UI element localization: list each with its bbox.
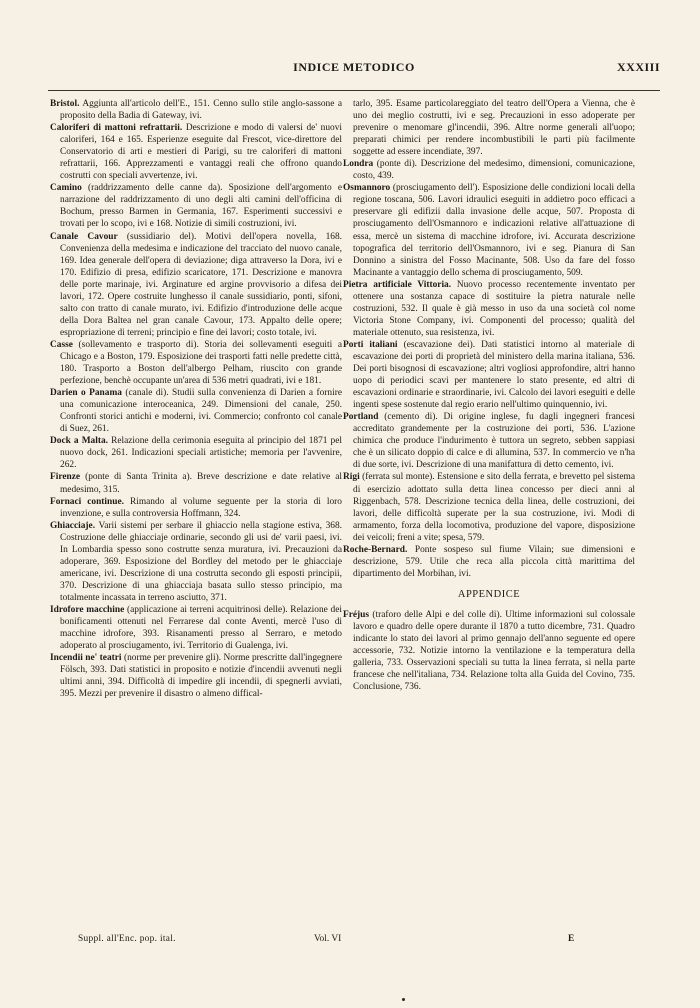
entry-text: Varii sistemi per serbare il ghiaccio nella stagione estiva, 368. Costruzione delle ghiacciaje ordinarie, secondo gli usi de' varii paesi, ivi. In Lombardia spesso sono costrutte senza muratura, ivi. Precauzioni da adoperare, 369. Esposizione del Bordley del metodo per le ghiacciaje americane, ivi. Descrizione di una costrutta secondo gli esposti principii, 370. Descrizione di una ghiacciaja basata sullo stesso principio, ma totalmente incassata in terreno asciutto, 371.	[60, 520, 342, 603]
entry-term: Rigi	[343, 472, 360, 483]
page-number: XXXIII	[616, 60, 660, 74]
entry-text: Ponte sospeso sul fiume Vilain; sue dimensioni e descrizione, 579. Utile che reca alla piccola città marittima del dipartimento del Morbihan, ivi.	[353, 544, 635, 579]
entry-term: Ghiacciaje.	[50, 520, 96, 531]
left-column	[50, 98, 342, 700]
index-entry	[343, 182, 635, 278]
entry-text: (escavazione dei). Dati statistici intorno al materiale di escavazione dei porti di proprietà del ministero della marina italiana, 536. Dei porti bisognosi di escavazione; altri vogliosi approfondire, altri hanno uopo di periodici scavi per mantenere lo stato presente, ed altri di escavazioni ordinarie e straordinarie, ivi. Calcolo dei lavori eseguiti e delle ingenti spese sostenute dal regio erario nell'ultimo quinquennio, ivi.	[353, 339, 635, 411]
index-entry	[50, 98, 342, 122]
index-entry	[50, 182, 342, 230]
entry-text: Descrizione e modo di valersi de' nuovi caloriferi, 164 e 165. Esperienze eseguite dal Frescot, vice-direttore del Conservatorio di arti e mestieri di Parigi, su tre caloriferi di mattoni refrattarii, 166. Apprezzamenti e vantaggi reali che offrono quando costrutti con speciali avvertenze, ivi.	[60, 123, 342, 182]
right-column	[343, 98, 635, 693]
index-entry	[50, 122, 342, 182]
entry-text: (applicazione ai terreni acquitrinosi delle). Relazione dei bonificamenti ottenuti nel Ferrarese dal conte Aventi, mercè l'uso di macchine idrofore, 393. Risanamenti presso al Serraro, e metodo adoperato al prosciugamento, ivi. Territorio di Gualenga, ivi.	[60, 604, 342, 652]
entry-term: Roche-Bernard.	[343, 544, 408, 555]
index-entry	[50, 520, 342, 604]
header-rule	[48, 90, 660, 91]
entry-text: tarlo, 395. Esame particolareggiato del teatro dell'Opera a Vienna, che è uno dei meglio costrutti, ivi e seg. Precauzioni in esso adoperate per prevenire o menomare gl'incendii, 396. Altre norme generali all'uopo; preparati chimici per rendere incombustibili le parti più facilmente soggette ad essere incendiate, 397.	[353, 99, 635, 158]
entry-text: (sussidiario del). Motivi dell'opera novella, 168. Convenienza della medesima e indicazione del tracciato del nuovo canale, 169. Idea generale dell'opera di deviazione; diga attraverso la Dora, ivi e 170. Edifizio di presa, edifizio scaricatore, 171. Descrizione e manovra delle porte marinaje, ivi. Arginature ed argine provvisorio a difesa dei lavori, 172. Opere costruite lunghesso il canale sussidiario, ponti, sifoni, salto con tratto di canale murato, ivi. Edifizio d'introduzione delle acque della Dora Baltea nel gran canale Cavour, 173. Appalto delle opere; espropriazione di terreni; principio e fine dei lavori; costo totale, ivi.	[60, 231, 342, 338]
page-title: INDICE METODICO	[293, 60, 415, 74]
entry-term: Londra	[343, 159, 374, 170]
entry-term: Pietra artificiale Vittoria.	[343, 279, 452, 290]
entry-term: Incendii ne' teatri	[50, 653, 122, 664]
entry-text: (prosciugamento dell'). Esposizione delle condizioni locali della regione toscana, 506. Lavori idraulici eseguiti in addietro poco efficaci a preservare gli edifizii dalla invasione delle acque, 507. Proposta di prosciugamento dell'Osmannoro e indicazioni relative all'attuazione di essa, mercè un sistema di macchine idrofore, ivi. Accurata descrizione topografica del territorio dell'Osmannoro, ivi e seg. Pianura di San Donnino a sinistra del Fosso Macinante, 508. Uso da fare del fosso Macinante a vantaggio dello schema di prosciugamento, 509.	[353, 183, 635, 278]
entry-term: Bristol.	[50, 99, 80, 109]
entry-term: Camino	[50, 183, 82, 194]
printer-mark	[402, 998, 405, 1001]
index-entry	[343, 98, 635, 158]
index-entry	[343, 544, 635, 580]
entry-term: Fornaci continue.	[50, 496, 124, 507]
index-entry	[50, 339, 342, 387]
footer-signature: E	[568, 934, 575, 944]
index-entry	[343, 609, 635, 693]
entry-text: (ponte di Santa Trinita a). Breve descrizione e date relative al medesimo, 315.	[60, 472, 342, 495]
entry-term: Porti italiani	[343, 339, 398, 350]
entry-text: (traforo delle Alpi e del colle di). Ultime informazioni sul colossale lavoro e quadro delle opere durante il 1870 a tutto dicembre, 731. Quadro indicante lo stato dei lavori al primo gennajo dell'anno seguente ed opere accessorie, 732. Notizie intorno la ventilazione e la temperatura della galleria, 733. Osservazioni speciali su tutta la linea ferrata, sì nella parte francese che nell'italiana, 734. Relazione tolta alla Guida del Covino, 735. Conclusione, 736.	[353, 609, 635, 693]
footer-volume: Vol. VI	[314, 934, 342, 944]
entry-term: Idrofore macchine	[50, 604, 125, 615]
entry-text: (raddrizzamento delle canne da). Sposizione dell'argomento e narrazione del raddrizzamento di uno degli alti camini dell'officina di Bochum, presso Barmen in Germania, 167. Esperimenti successivi e trovati per lo scopo, ivi e 168. Notizie di simili costruzioni, ivi.	[60, 183, 342, 230]
index-entry	[343, 471, 635, 543]
entry-text: (canale di). Studii sulla convenienza di Darien a fornire una comunicazione interoceanica, 249. Dimensioni del canale, 250. Confronti storici antichi e moderni, ivi. Commercio; confronto col canale di Suez, 261.	[60, 388, 342, 435]
entry-text: Relazione della cerimonia eseguita al principio del 1871 pel nuovo dock, 261. Indicazioni speciali artistiche; memoria per l'avvenire, 262.	[60, 436, 342, 471]
page-header	[48, 60, 660, 80]
index-entry	[50, 231, 342, 339]
appendix-title: APPENDICE	[457, 588, 521, 600]
entry-term: Darien o Panama	[50, 388, 122, 399]
entry-term: Firenze	[50, 472, 81, 483]
index-entry	[343, 411, 635, 471]
entry-text: Rimando al volume seguente per la storia di loro invenzione, e sulla controversia Hoffmann, 324.	[60, 496, 342, 519]
entry-text: Nuovo processo recentemente inventato per ottenere una sostanza capace di sostituire la pietra naturale nelle costruzioni, 532. Il quale è già messo in uso da una società col nome Victoria Stone Company, ivi. Componenti del processo; qualità del materiale ottenuto, sua resistenza, ivi.	[353, 279, 635, 338]
entry-text: (cemento di). Di origine inglese, fu dagli ingegneri francesi accreditato grandemente per la costruzione dei porti, 536. L'azione chimica che produce l'indurimento è tuttora un segreto, sebben sappiasi che è un silicato doppio di calce e di allumina, 537. In commercio ve n'ha di due sorte, ivi. Descrizione di una manifattura di detto cemento, ivi.	[353, 412, 635, 471]
index-entry	[50, 652, 342, 700]
entry-text: Aggiunta all'articolo dell'E., 151. Cenno sullo stile anglo-sassone a proposito della Badia di Gateway, ivi.	[60, 99, 342, 122]
entry-term: Portland	[343, 412, 379, 423]
entry-term: Dock a Malta.	[50, 436, 108, 447]
index-entry	[50, 435, 342, 471]
entry-term: Fréjus	[343, 609, 370, 620]
entry-text: (ponte di). Descrizione del medesimo, dimensioni, comunicazione, costo, 439.	[353, 159, 635, 182]
index-entry	[50, 387, 342, 435]
entry-text: (ferrata sul monte). Estensione e sito della ferrata, e brevetto pel sistema di esercizio adottato sulla detta linea concesso per dieci anni al Riggenbach, 578. Descrizione tecnica della linea, delle costruzioni, dei lavori, delle difficoltà superate per la sua costruzione, ivi. Modi di armamento, forza della locomotiva, produzione del vapore, disposizione dei veicoli; freni a vite; spesa, 579.	[353, 472, 635, 543]
entry-text: (norme per prevenire gli). Norme prescritte dall'ingegnere Fölsch, 393. Dati statistici in proposito e notizie d'incendii avvenuti negli ultimi anni, 394. Difficoltà di impedire gli incendii, di spegnerli avviati, 395. Mezzi per prevenire il disastro o almeno diffical-	[60, 653, 342, 700]
footer-publication: Suppl. all'Enc. pop. ital.	[78, 934, 176, 944]
index-entry	[343, 279, 635, 339]
page-footer	[78, 934, 660, 948]
entry-term: Casse	[50, 339, 73, 350]
index-entry	[343, 339, 635, 411]
entry-text: (sollevamento e trasporto di). Storia dei sollevamenti eseguiti a Chicago e a Boston, 179. Esposizione dei trasporti fatti nelle predette città, 180. Trasporto a Boston dell'albergo Pelham, riuscito con grande perfezione, benchè occupante un'area di 536 metri quadrati, ivi e 181.	[60, 339, 342, 387]
index-entry	[50, 471, 342, 495]
entry-term: Osmannoro	[343, 183, 391, 194]
index-entry	[50, 496, 342, 520]
entry-term: Canale Cavour	[50, 231, 118, 242]
entry-term: Caloriferi di mattoni refrattarii.	[50, 123, 183, 134]
index-entry	[50, 604, 342, 652]
index-entry	[343, 158, 635, 182]
